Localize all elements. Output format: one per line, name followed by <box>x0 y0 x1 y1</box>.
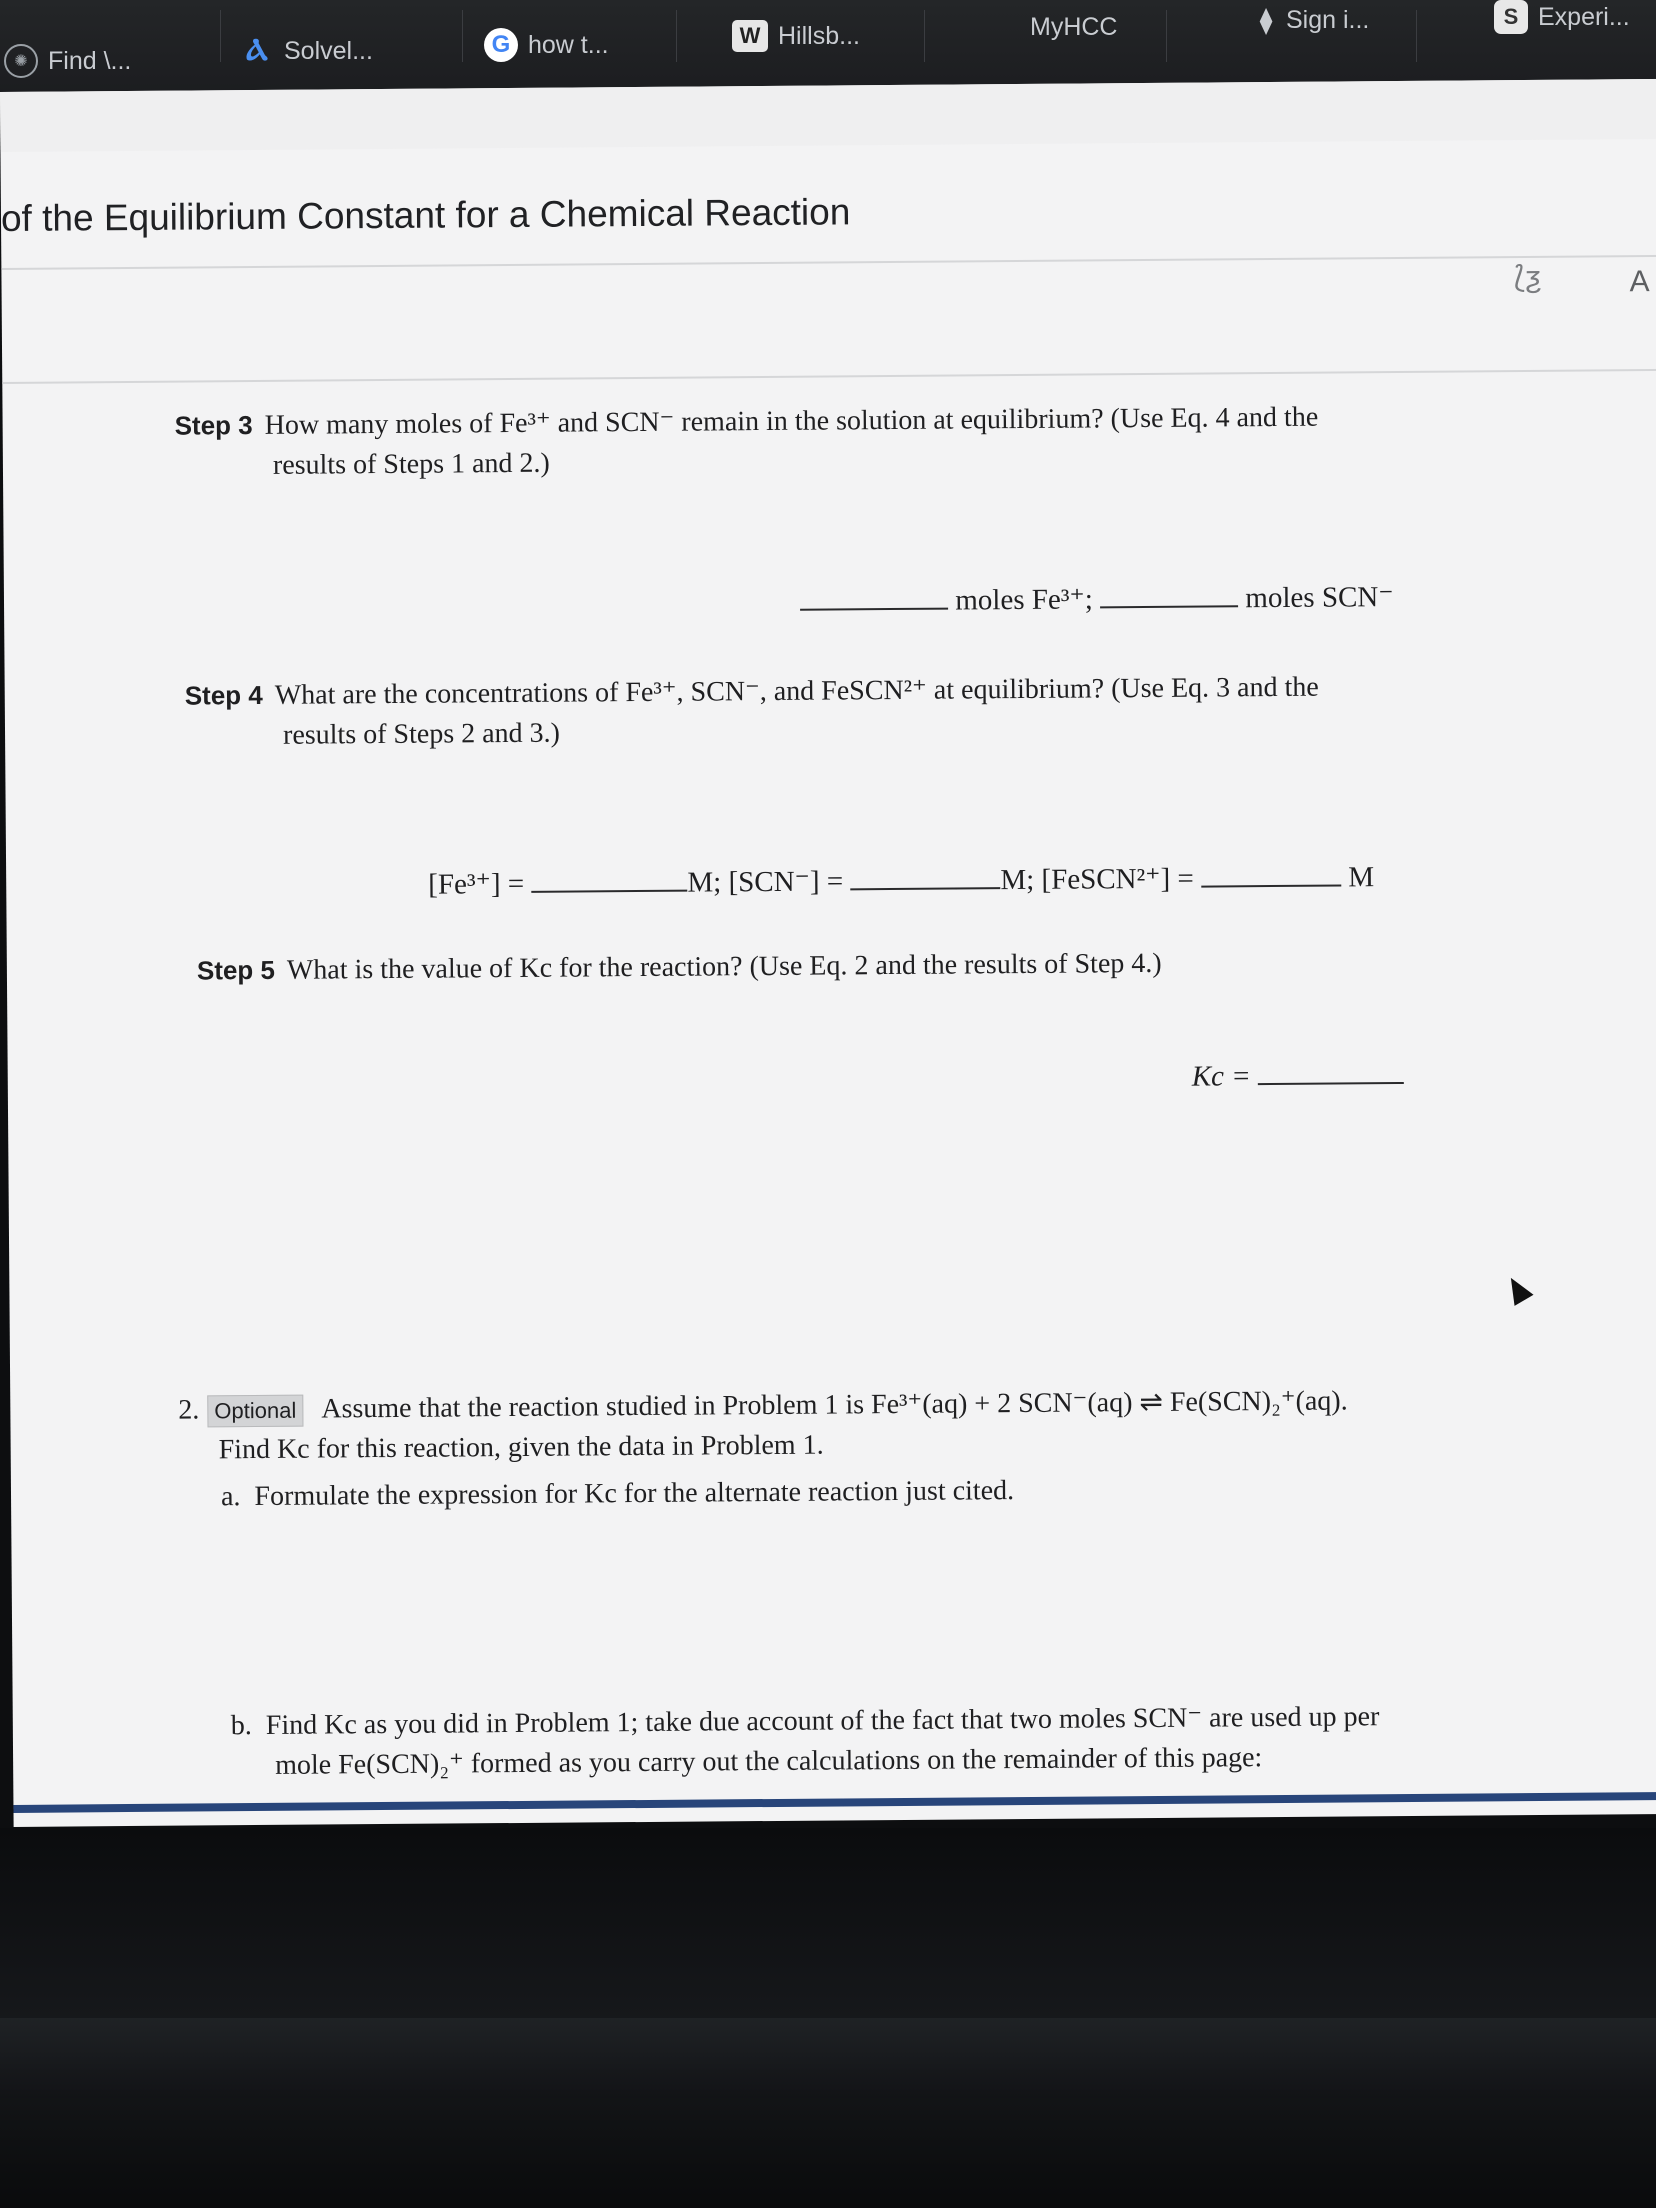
bookmark-label: Solvel... <box>284 36 373 65</box>
bookmark-label: Experi... <box>1538 2 1630 31</box>
molarity-unit: M <box>1348 861 1375 894</box>
text-tool-icon[interactable]: A <box>1629 265 1650 299</box>
step-4-question <box>185 666 1446 757</box>
problem-2-line-2: Find Kc for this reaction, given the data in Problem 1. <box>218 1429 824 1466</box>
page-bottom-rule <box>13 1792 1656 1813</box>
bookmark-separator <box>924 10 925 62</box>
moles-scn-label: moles SCN⁻ <box>1245 581 1394 615</box>
scn-concentration-label: M; [SCN⁻] = <box>687 865 844 899</box>
step-4-line-1: What are the concentrations of Fe³⁺, SCN⁻, and FeSCN²⁺ at equilibrium? (Use Eq. 3 and the <box>274 671 1319 711</box>
step-3-label: Step 3 <box>174 410 253 441</box>
problem-2 <box>178 1380 1479 1470</box>
scn-concentration-blank[interactable] <box>850 861 1000 890</box>
title-divider <box>1 255 1656 270</box>
bookmark-label: how t... <box>528 30 609 59</box>
step-4-line-2: results of Steps 2 and 3.) <box>282 717 561 751</box>
bookmark-label: MyHCC <box>1030 13 1118 41</box>
kc-label: Kc = <box>1191 1060 1251 1093</box>
bookmark-separator <box>462 10 463 62</box>
part-a-text: Formulate the expression for Kc for the alternate reaction just cited. <box>254 1475 1015 1513</box>
problem-2-part-b <box>231 1696 1532 1786</box>
sign-in-icon: ⧫ <box>1259 5 1273 35</box>
chatgpt-icon: ✺ <box>4 44 38 78</box>
step-5-answer-line <box>1192 1056 1405 1094</box>
viewer-toolbar-area <box>0 79 1656 152</box>
moles-scn-blank[interactable] <box>1100 579 1238 608</box>
problem-2-number: 2. <box>178 1394 200 1426</box>
bookmark-label: Find \... <box>48 46 132 75</box>
step-5-line: What is the value of Kc for the reaction? (Use Eq. 2 and the results of Step 4.) <box>286 947 1162 986</box>
step-5-question <box>197 941 1457 992</box>
toolbar-divider <box>2 369 1656 384</box>
step-5-label: Step 5 <box>196 954 276 986</box>
document-title: of the Equilibrium Constant for a Chemical Reaction <box>0 191 851 239</box>
bookmark-sign-in[interactable] <box>1256 6 1369 35</box>
step-4-answer-line <box>428 858 1374 901</box>
mouse-cursor-icon <box>1501 1272 1533 1306</box>
problem-2-part-a <box>221 1467 1481 1517</box>
experience-icon: S <box>1494 0 1528 34</box>
optional-tag: Optional <box>207 1395 303 1428</box>
moles-fe-label: moles Fe³⁺; <box>955 583 1093 617</box>
problem-2-line-1: Assume that the reaction studied in Problem 1 is Fe³⁺(aq) + 2 SCN⁻(aq) ⇌ Fe(SCN)₂⁺(aq). <box>321 1385 1348 1425</box>
bookmark-label: Sign i... <box>1286 6 1370 34</box>
document-viewer <box>0 79 1656 1827</box>
bookmark-solver[interactable] <box>240 34 373 68</box>
part-b-line-1: Find Kc as you did in Problem 1; take due account of the fact that two moles SCN⁻ are used up per <box>265 1701 1380 1741</box>
wikipedia-icon: W <box>732 20 768 52</box>
step-3-line-1: How many moles of Fe³⁺ and SCN⁻ remain in the solution at equilibrium? (Use Eq. 4 and the <box>264 401 1319 441</box>
part-b-line-2: mole Fe(SCN)₂⁺ formed as you carry out the calculations on the remainder of this page: <box>275 1742 1263 1781</box>
bookmark-separator <box>220 10 221 62</box>
bookmark-find[interactable] <box>4 44 131 78</box>
bookmark-separator <box>1166 10 1167 62</box>
bookmark-label: Hillsb... <box>778 21 860 50</box>
step-4-label: Step 4 <box>184 679 263 711</box>
screen-bezel <box>0 1828 1656 2208</box>
step-3-answer-line <box>800 578 1394 619</box>
google-icon: G <box>484 28 518 62</box>
annotate-tool-icon[interactable]: ⟅ƺ <box>1513 260 1542 295</box>
part-b-letter: b. <box>230 1710 252 1742</box>
fescn-concentration-blank[interactable] <box>1201 858 1341 887</box>
bookmark-separator <box>1416 10 1417 62</box>
step-3-question <box>174 396 1435 487</box>
bookmark-myhcc[interactable] <box>1030 13 1118 42</box>
solver-icon: Ⲁ <box>246 34 268 67</box>
step-3-line-2: results of Steps 1 and 2.) <box>272 447 550 481</box>
part-a-letter: a. <box>220 1481 241 1513</box>
bookmark-experience[interactable] <box>1494 0 1630 34</box>
bookmark-separator <box>676 10 677 62</box>
bookmark-hillsborough[interactable] <box>732 20 860 52</box>
bezel-reflection <box>0 2018 1656 2098</box>
kc-blank[interactable] <box>1258 1056 1404 1085</box>
fe-concentration-label: [Fe³⁺] = <box>428 867 525 901</box>
bookmark-google[interactable] <box>484 28 609 62</box>
fescn-concentration-label: M; [FeSCN²⁺] = <box>1000 862 1194 897</box>
moles-fe-blank[interactable] <box>800 582 948 611</box>
bookmarks-bar <box>0 0 1656 93</box>
fe-concentration-blank[interactable] <box>531 864 687 893</box>
